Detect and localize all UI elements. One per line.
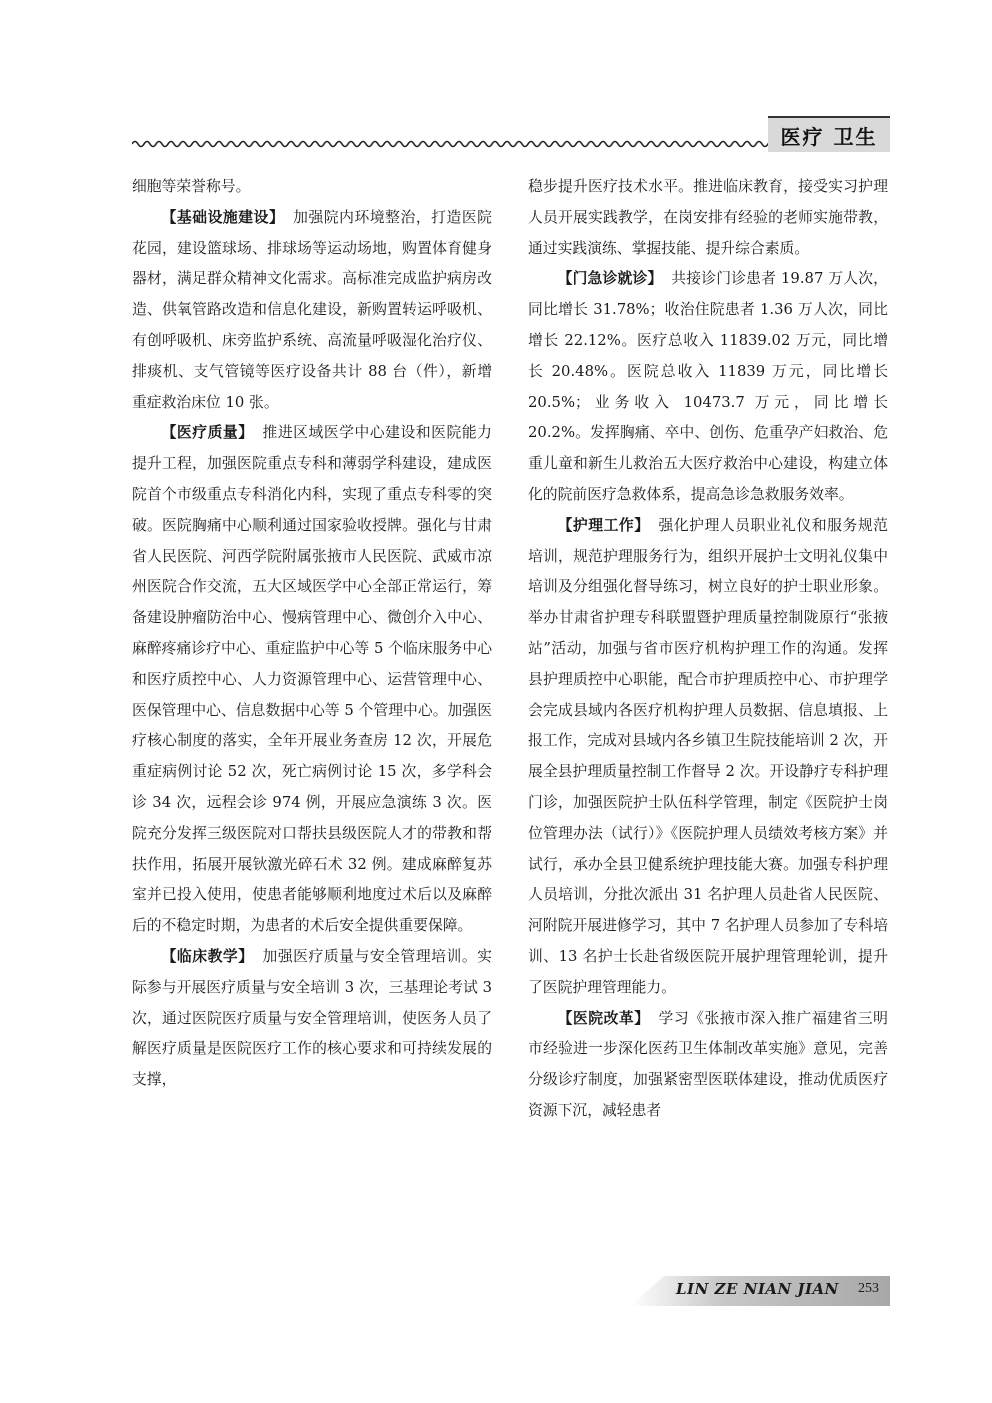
paragraph-heading: 【医疗质量】 xyxy=(161,424,254,442)
right-column xyxy=(528,172,888,1127)
paragraph xyxy=(528,264,888,510)
paragraph-text: 稳步提升医疗技术水平。推进临床教育，接受实习护理人员开展实践教学，在岗安排有经验的老师实施带教，通过实践演练、掌握技能、提升综合素质。 xyxy=(528,178,888,257)
paragraph xyxy=(528,1004,888,1127)
paragraph-text: 推进区域医学中心建设和医院能力提升工程，加强医院重点专科和薄弱学科建设，建成医院首个市级重点专科消化内科，实现了重点专科零的突破。医院胸痛中心顺利通过国家验收授牌。强化与甘肃省人民医院、河西学院附属张掖市人民医院、武威市凉州医院合作交流，五大区域医学中心全部正常运行，筹备建设肿瘤防治中心、慢病管理中心、微创介入中心、麻醉疼痛诊疗中心、重症监护中心等 5 个临床服务中心和医疗质控中心、人力资源管理中心、运营管理中心、医保管理中心、信息数据中心等 5 个管理中心。加强医疗核心制度的落实，全年开展业务查房 12 次，开展危重症病例讨论 52 次，死亡病例讨论 15 次，多学科会诊 34 次，远程会诊 974 例，开展应急演练 3 次。医院充分发挥三级医院对口帮扶县级医院人才的带教和帮扶作用，拓展开展钬激光碎石术 32 例。建成麻醉复苏室并已投入使用，使患者能够顺利地度过术后以及麻醉后的不稳定时期，为患者的术后安全提供重要保障。 xyxy=(132,424,492,935)
left-column xyxy=(132,172,492,1096)
page-number: 253 xyxy=(858,1281,879,1296)
paragraph xyxy=(528,511,888,1004)
footer-title: LIN ZE NIAN JIAN xyxy=(676,1280,839,1298)
paragraph-heading: 【医院改革】 xyxy=(557,1009,650,1027)
paragraph-heading: 【临床教学】 xyxy=(161,947,254,965)
paragraph xyxy=(132,172,492,203)
paragraph-text: 加强医疗质量与安全管理培训。实际参与开展医疗质量与安全培训 3 次，三基理论考试 3 次，通过医院医疗质量与安全管理培训，使医务人员了解医疗质量是医院医疗工作的核心要求和可持续发展的支撑， xyxy=(132,947,492,1089)
paragraph-text: 学习《张掖市深入推广福建省三明市经验进一步深化医药卫生体制改革实施》意见，完善分级诊疗制度，加强紧密型医联体建设，推动优质医疗资源下沉，减轻患者 xyxy=(528,1009,888,1119)
paragraph-text: 强化护理人员职业礼仪和服务规范培训，规范护理服务行为，组织开展护士文明礼仪集中培训及分组强化督导练习，树立良好的护士职业形象。举办甘肃省护理专科联盟暨护理质量控制陇原行“张掖站”活动，加强与省市医疗机构护理工作的沟通。发挥县护理质控中心职能，配合市护理质控中心、市护理学会完成县域内各医疗机构护理人员数据、信息填报、上报工作，完成对县域内各乡镇卫生院技能培训 2 次，开展全县护理质量控制工作督导 2 次。开设静疗专科护理门诊，加强医院护士队伍科学管理，制定《医院护士岗位管理办法（试行）》《医院护理人员绩效考核方案》并试行，承办全县卫健系统护理技能大赛。加强专科护理人员培训，分批次派出 31 名护理人员赴省人民医院、河附院开展进修学习，其中 7 名护理人员参加了专科培训、13 名护士长赴省级医院开展护理管理轮训，提升了医院护理管理能力。 xyxy=(528,516,888,996)
paragraph xyxy=(132,942,492,1096)
paragraph-text: 共接诊门诊患者 19.87 万人次，同比增长 31.78%；收治住院患者 1.36 万人次，同比增长 22.12%。医疗总收入 11839.02 万元，同比增长 20.48%。医院总收入 11839 万元，同比增长 20.5%；业务收入 10473.7 万元，同比增长 20.2%。发挥胸痛、卒中、创伤、危重孕产妇救治、危重儿童和新生儿救治五大医疗救治中心建设，构建立体化的院前医疗急救体系，提高急诊急救服务效率。 xyxy=(528,270,888,503)
paragraph-text: 细胞等荣誉称号。 xyxy=(132,178,251,195)
paragraph xyxy=(528,172,888,264)
paragraph-heading: 【门急诊就诊】 xyxy=(557,270,663,288)
header-wavy-rule xyxy=(132,138,772,150)
paragraph xyxy=(132,418,492,942)
paragraph-heading: 【基础设施建设】 xyxy=(161,208,285,226)
paragraph-text: 加强院内环境整治，打造医院花园，建设篮球场、排球场等运动场地，购置体育健身器材，满足群众精神文化需求。高标准完成监护病房改造、供氧管路改造和信息化建设，新购置转运呼吸机、有创呼吸机、床旁监护系统、高流量呼吸湿化治疗仪、排痰机、支气管镜等医疗设备共计 88 台（件），新增重症救治床位 10 张。 xyxy=(132,208,492,411)
section-tag: 医疗 卫生 xyxy=(768,116,890,152)
paragraph-heading: 【护理工作】 xyxy=(557,516,650,534)
paragraph xyxy=(132,203,492,419)
